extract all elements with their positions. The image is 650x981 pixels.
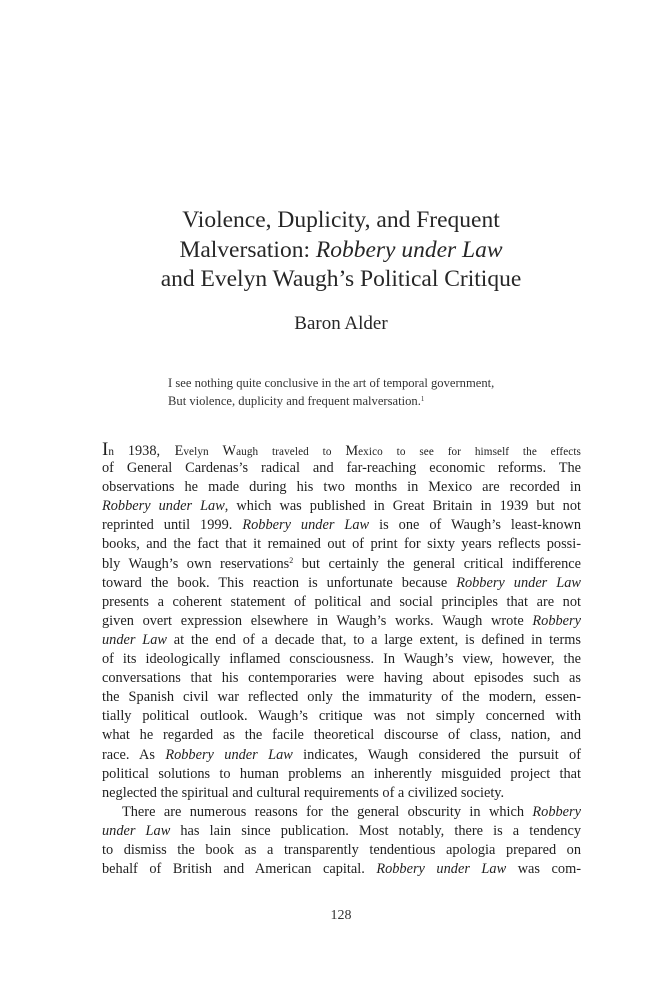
epigraph bbox=[168, 374, 494, 410]
body-line: of its ideologically inflamed consciousness. In Waugh’s view, however, the bbox=[102, 651, 581, 668]
body-line: given overt expression elsewhere in Waugh’s works. Waugh wrote Robbery bbox=[102, 612, 581, 629]
body-line: bly Waugh’s own reservations$^2$ but certainly the general critical indifference bbox=[102, 555, 581, 572]
body-line: neglected the spiritual and cultural requirements of a civilized society. bbox=[102, 784, 505, 801]
body-line: under Law at the end of a decade that, to a large extent, is defined in terms bbox=[102, 631, 581, 648]
epigraph-line-1: I see nothing quite conclusive in the art of temporal government, bbox=[168, 376, 495, 390]
title-line-2 bbox=[0, 236, 650, 266]
author-name: Baron Alder bbox=[294, 313, 388, 334]
body-line: Robbery under Law, which was published in Great Britain in 1939 but not bbox=[102, 498, 581, 515]
body-line: to dismiss the book as a transparently tendentious apologia prepared on bbox=[102, 841, 581, 858]
footnote-ref-1: 1 bbox=[420, 395, 425, 403]
title-book-name: Robbery under Law bbox=[315, 236, 503, 263]
body-line: presents a coherent statement of political and social principles that are not bbox=[102, 593, 581, 610]
body-line: of General Cardenas’s radical and far-reaching economic reforms. The bbox=[102, 460, 581, 477]
body-line: There are numerous reasons for the general obscurity in which Robbery bbox=[122, 803, 581, 820]
body-line: toward the book. This reaction is unfortunate because Robbery under Law bbox=[102, 574, 581, 591]
body-line: under Law has lain since publication. Most notably, there is a tendency bbox=[102, 822, 581, 839]
title-line-2-text: Malversation: bbox=[179, 236, 316, 263]
body-line: behalf of British and American capital. Robbery under Law was com- bbox=[102, 861, 581, 878]
body-line: books, and the fact that it remained out of print for sixty years reflects possi- bbox=[102, 536, 581, 553]
body-line: conversations that his contemporaries were having about episodes such as bbox=[102, 670, 581, 687]
title-line-1: Violence, Duplicity, and Frequent bbox=[182, 207, 500, 233]
epigraph-line-2-text: But violence, duplicity and frequent malversation. bbox=[168, 394, 421, 408]
epigraph-line-2 bbox=[168, 392, 494, 410]
body-line: race. As Robbery under Law indicates, Waugh considered the pursuit of bbox=[102, 746, 581, 763]
body-line: tially political outlook. Waugh’s critique was not simply concerned with bbox=[102, 708, 581, 725]
footnote-ref-2: 2 bbox=[289, 555, 294, 565]
body-line: the Spanish civil war reflected only the immaturity of the modern, essen- bbox=[102, 689, 581, 706]
page-number: 128 bbox=[330, 908, 352, 923]
body-line: what he regarded as the facile theoretical discourse of class, nation, and bbox=[102, 727, 581, 744]
body-line: observations he made during his two months in Mexico are recorded in bbox=[102, 479, 581, 496]
body-text bbox=[102, 440, 581, 879]
body-line: political solutions to human problems an inherently misguided project that bbox=[102, 765, 581, 782]
title-line-3: and Evelyn Waugh’s Political Critique bbox=[160, 266, 522, 292]
article-title bbox=[0, 206, 650, 295]
drop-initial: I bbox=[102, 439, 109, 460]
body-line: In 1938, Evelyn Waugh traveled to Mexico to see for himself the effects bbox=[102, 439, 581, 460]
body-line: reprinted until 1999. Robbery under Law is one of Waugh’s least-known bbox=[102, 517, 581, 534]
